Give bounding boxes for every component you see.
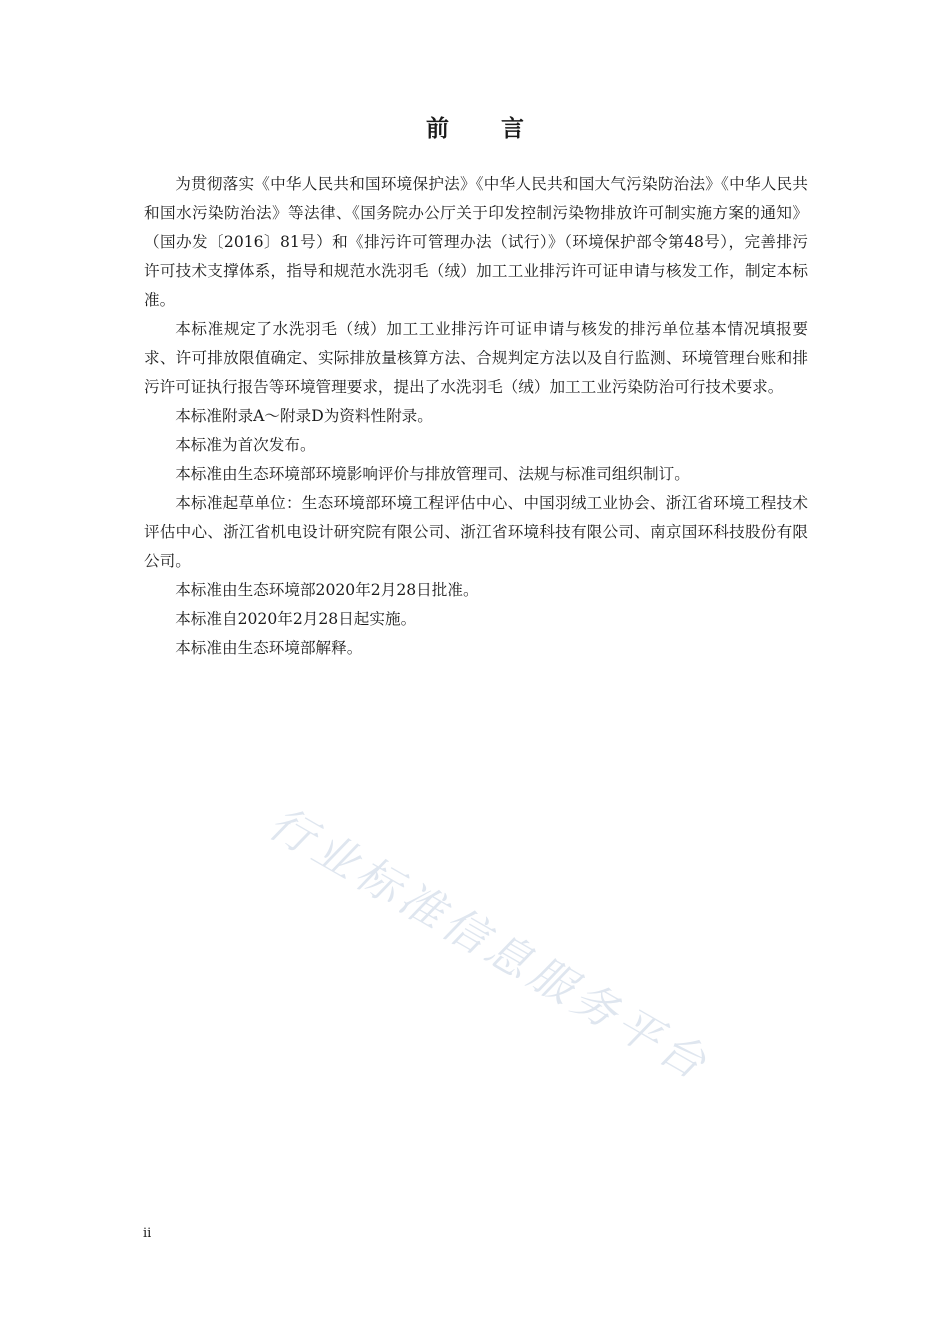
paragraph-drafting-units: 本标准起草单位：生态环境部环境工程评估中心、中国羽绒工业协会、浙江省环境工程技术评估中心、浙江省机电设计研究院有限公司、浙江省环境科技有限公司、南京国环科技股份有限公司。 — [144, 494, 808, 570]
paragraph-appendix: 本标准附录A～附录D为资料性附录。 — [175, 407, 433, 425]
watermark: 行业标准信息服务平台 — [260, 797, 719, 1092]
page-number: ii — [143, 1226, 152, 1241]
paragraph-purpose: 为贯彻落实《中华人民共和国环境保护法》《中华人民共和国大气污染防治法》《中华人民共和国水污染防治法》等法律、《国务院办公厅关于印发控制污染物排放许可制实施方案的通知》（国办发〔2016〕81号）和《排污许可管理办法（试行）》（环境保护部令第48号），完善排污许可技术支撑体系，指导和规范水洗羽毛（绒）加工工业排污许可证申请与核发工作，制定本标准。 — [144, 175, 808, 309]
paragraph-effective-date: 本标准自2020年2月28日起实施。 — [175, 610, 417, 628]
paragraph-organizer: 本标准由生态环境部环境影响评价与排放管理司、法规与标准司组织制订。 — [175, 465, 690, 483]
document-body — [144, 170, 808, 663]
paragraph-approval-date: 本标准由生态环境部2020年2月28日批准。 — [175, 581, 479, 599]
paragraph-scope: 本标准规定了水洗羽毛（绒）加工工业排污许可证申请与核发的排污单位基本情况填报要求、许可排放限值确定、实际排放量核算方法、合规判定方法以及自行监测、环境管理台账和排污许可证执行报告等环境管理要求，提出了水洗羽毛（绒）加工工业污染防治可行技术要求。 — [144, 320, 808, 396]
paragraph-interpretation: 本标准由生态环境部解释。 — [175, 639, 363, 657]
paragraph-first-release: 本标准为首次发布。 — [175, 436, 316, 454]
page-title: 前 言 — [425, 116, 546, 142]
